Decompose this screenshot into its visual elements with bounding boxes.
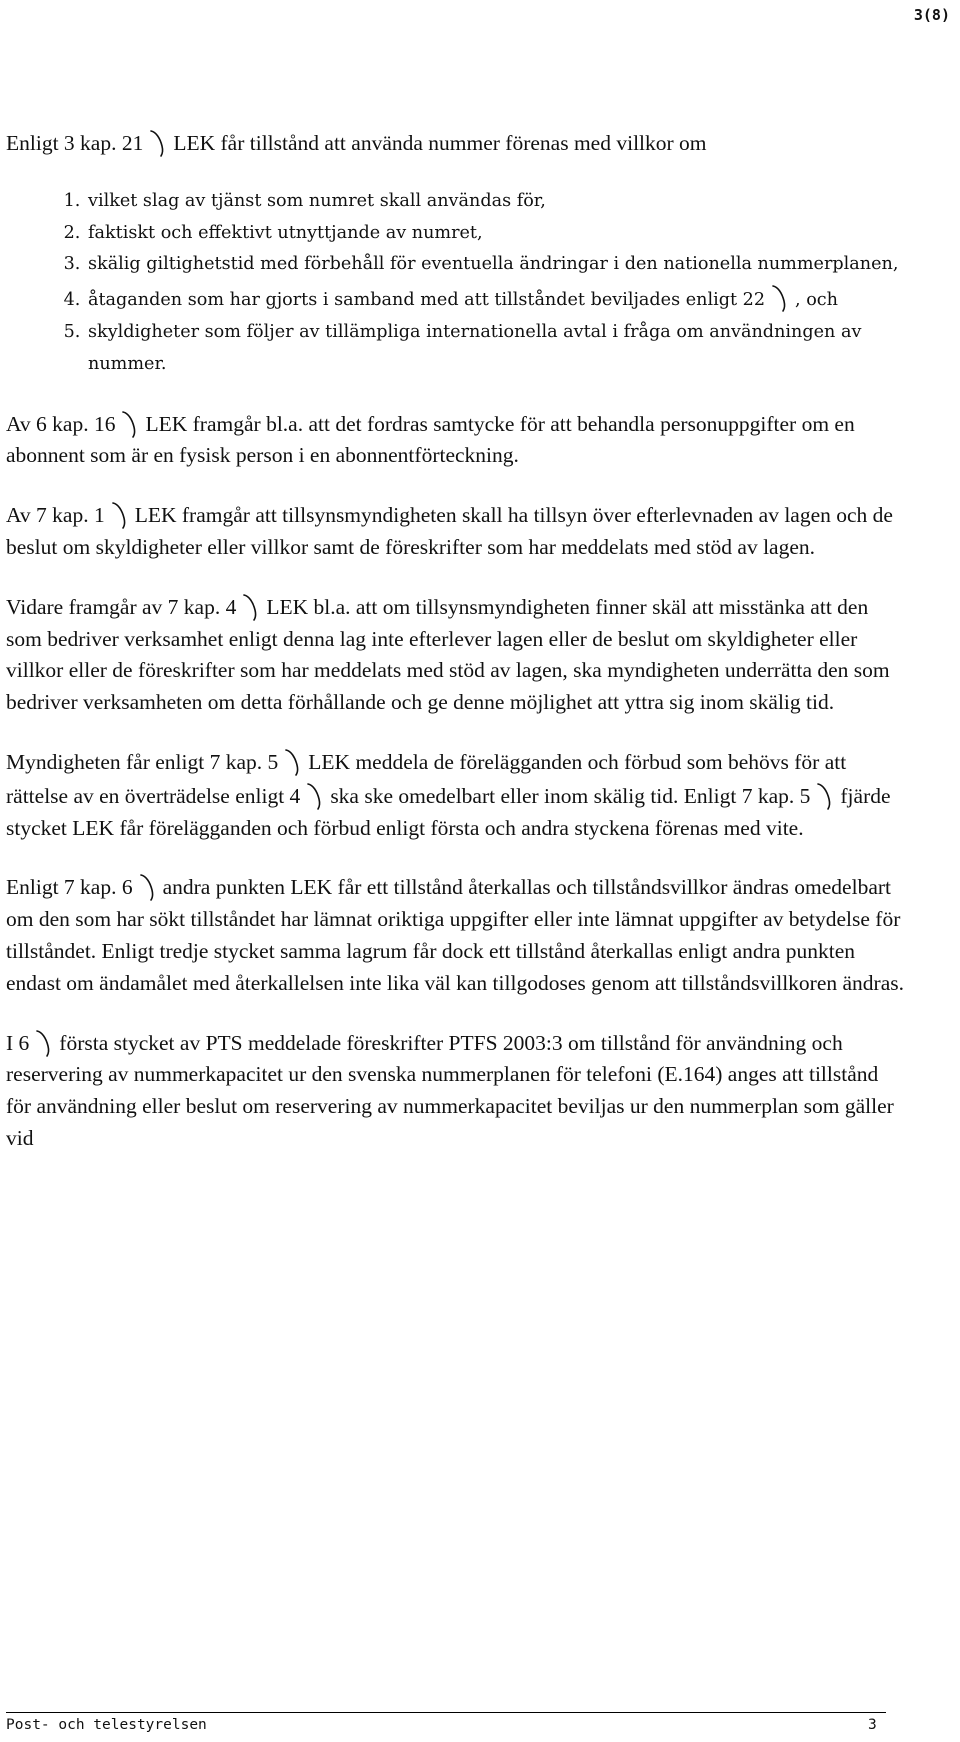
section-sign-icon (149, 126, 167, 158)
list-item-text-end: , och (795, 290, 838, 311)
list-item: 3. skälig giltighetstid med förbehåll för eventuella ändringar i den nationella nummerplanen, (86, 249, 906, 281)
section-sign-icon (242, 590, 260, 622)
paragraph-text-end: första stycket av PTS meddelade föreskrifter PTFS 2003:3 om tillstånd för användning och reservering av nummerkapacitet ur den svenska nummerplanen för telefoni (E.164) anges att tillstånd för användning eller beslut om reservering av nummerkapacitet beviljas ur den nummerplan som gäller vid (6, 1030, 894, 1150)
intro-text-end: LEK får tillstånd att använda nummer förenas med villkor om (173, 131, 707, 155)
section-sign-icon (284, 745, 302, 777)
section-sign-icon (139, 870, 157, 902)
list-item (86, 281, 906, 317)
footer-page-number: 3 (868, 1717, 877, 1733)
intro-text-start: Enligt 3 kap. 21 (6, 131, 144, 155)
section-sign-icon (111, 498, 129, 530)
paragraph-text-part-b: LEK meddela de förelägganden och förbud som behövs för att rättelse av en överträdelse enligt 4 (6, 749, 847, 808)
paragraph-revocation (6, 870, 906, 999)
section-sign-icon (35, 1026, 53, 1058)
section-sign-icon (306, 779, 324, 811)
page-number: 3(8) (913, 6, 950, 24)
paragraph-text-start: Av 6 kap. 16 (6, 411, 116, 436)
footer-organization: Post- och telestyrelsen (6, 1717, 207, 1733)
section-sign-icon (816, 779, 834, 811)
paragraph-text-start: Enligt 7 kap. 6 (6, 875, 133, 900)
list-item-text-start: åtaganden som har gjorts i samband med att tillståndet beviljades enligt 22 (88, 290, 766, 311)
document-body (6, 126, 906, 1181)
paragraph-text-start: Av 7 kap. 1 (6, 503, 105, 528)
paragraph-personal-data (6, 407, 906, 473)
list-item: 2. faktiskt och effektivt utnyttjande av numret, (86, 218, 906, 250)
footer-divider (6, 1712, 886, 1713)
paragraph-regulations (6, 1026, 906, 1155)
paragraph-text-part-d: fjärde stycket LEK får förelägganden och förbud enligt första och andra styckena förenas med vite. (6, 783, 891, 840)
paragraph-text-end: LEK framgår att tillsynsmyndigheten skall ha tillsyn över efterlevnaden av lagen och de beslut om skyldigheter eller villkor samt de föreskrifter som har meddelats med stöd av lagen. (6, 503, 893, 559)
paragraph-text-end: andra punkten LEK får ett tillstånd återkallas och tillståndsvillkor ändras omedelbart om den som har sökt tillståndet har lämnat oriktiga uppgifter eller inte lämnat uppgifter av betydelse för tillståndet. Enligt tredje stycket samma lagrum får dock ett tillstånd återkallas enligt andra punkten endast om ändamålet med återkallelsen inte lika väl kan tillgodoses genom att tillståndsvillkoren ändras. (6, 875, 904, 995)
conditions-list (6, 186, 906, 381)
paragraph-text-end: LEK bl.a. att om tillsynsmyndigheten finner skäl att misstänka att den som bedriver verksamhet enligt denna lag inte efterlever lagen eller de beslut om skyldigheter eller villkor eller de föreskrifter som har meddelats med stöd av lagen, ska myndigheten underrätta den som bedriver verksamheten om detta förhållande och ge denne möjlighet att yttra sig inom skälig tid. (6, 594, 890, 715)
paragraph-text-end: LEK framgår bl.a. att det fordras samtycke för att behandla personuppgifter om en abonnent som är en fysisk person i en abonnentförteckning. (6, 411, 855, 468)
list-item: 1. vilket slag av tjänst som numret skall användas för, (86, 186, 906, 218)
paragraph-text-part-c: ska ske omedelbart eller inom skälig tid. Enligt 7 kap. 5 (330, 783, 811, 808)
section-sign-icon (771, 281, 789, 313)
paragraph-text-start: I 6 (6, 1030, 30, 1055)
list-item: 5. skyldigheter som följer av tillämpliga internationella avtal i fråga om användningen av nummer. (86, 317, 906, 381)
intro-paragraph (6, 126, 906, 160)
paragraph-text-part-a: Myndigheten får enligt 7 kap. 5 (6, 749, 279, 774)
section-sign-icon (121, 407, 139, 439)
paragraph-notification (6, 590, 906, 719)
paragraph-supervision (6, 498, 906, 564)
paragraph-injunctions (6, 745, 906, 844)
paragraph-text-start: Vidare framgår av 7 kap. 4 (6, 594, 237, 619)
